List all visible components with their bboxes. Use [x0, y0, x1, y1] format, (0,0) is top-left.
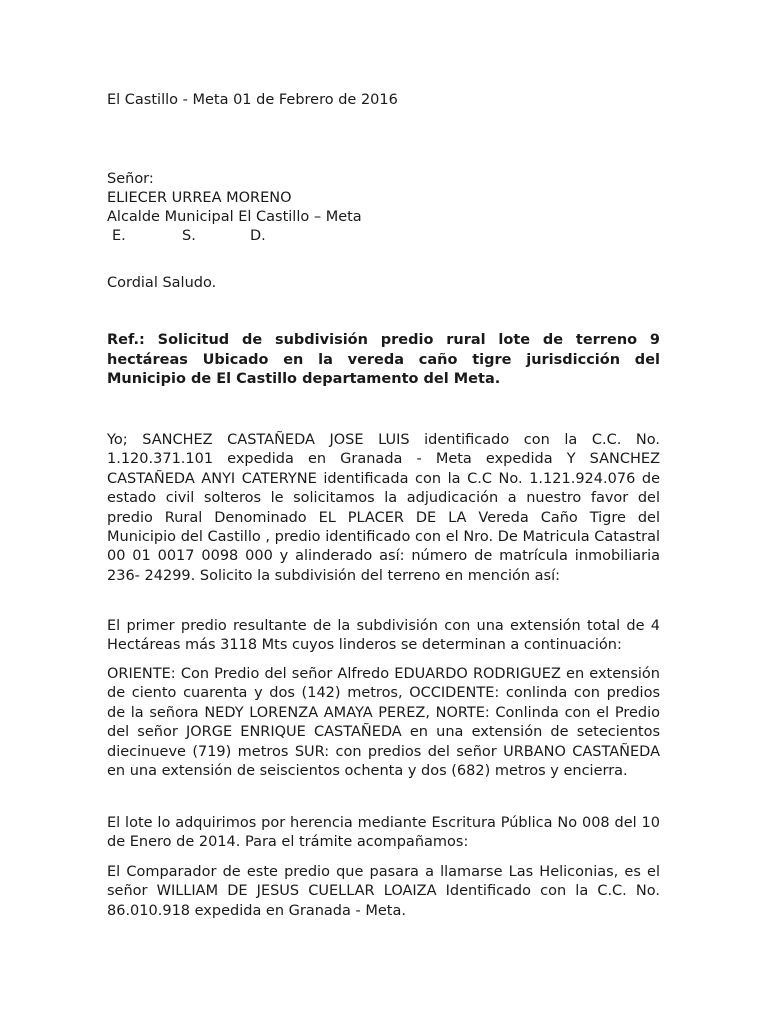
esd-d: D. — [250, 228, 266, 244]
body-paragraph-1: Yo; SANCHEZ CASTAÑEDA JOSE LUIS identificado con la C.C. No. 1.120.371.101 expedida en Granada - Meta expedida Y SANCHEZ CASTAÑEDA ANYI CATERYNE identificada con la C.C No. 1.121.924.076 de estado civil solteros le solicitamos la adjudicación a nuestro favor del predio Rural Denominado EL PLACER DE LA Vereda Caño Tigre del Municipio del Castillo , predio identificado con el Nro. De Matricula Catastral 00 01 0017 0098 000 y alinderado así: número de matrícula inmobiliaria 236- 24299. Solicito la subdivisión del terreno en mención así: — [107, 432, 660, 584]
greeting: Cordial Saludo. — [107, 275, 217, 291]
body-paragraph-5: El Comparador de este predio que pasara a llamarse Las Heliconias, es el señor WILLIAM DE JESUS CUELLAR LOAIZA Identificado con la C.C. No. 86.010.918 expedida en Granada - Meta. — [107, 864, 660, 919]
date-line: El Castillo - Meta 01 de Febrero de 2016 — [107, 92, 398, 108]
esd-abbreviation — [112, 227, 266, 246]
esd-s: S. — [182, 228, 196, 244]
recipient-name: ELIECER URREA MORENO — [107, 190, 292, 206]
recipient-salutation: Señor: — [107, 171, 154, 187]
recipient-title: Alcalde Municipal El Castillo – Meta — [107, 209, 362, 225]
body-paragraph-4: El lote lo adquirimos por herencia mediante Escritura Pública No 008 del 10 de Enero de 2014. Para el trámite acompañamos: — [107, 815, 660, 851]
esd-e: E. — [112, 228, 126, 244]
body-paragraph-2: El primer predio resultante de la subdivisión con una extensión total de 4 Hectáreas más 3118 Mts cuyos linderos se determinan a continuación: — [107, 618, 660, 654]
reference-subject: Ref.: Solicitud de subdivisión predio rural lote de terreno 9 hectáreas Ubicado en la vereda caño tigre jurisdicción del Municipio de El Castillo departamento del Meta. — [107, 332, 660, 388]
body-paragraph-3: ORIENTE: Con Predio del señor Alfredo EDUARDO RODRIGUEZ en extensión de ciento cuarenta y dos (142) metros, OCCIDENTE: conlinda con predios de la señora NEDY LORENZA AMAYA PEREZ, NORTE: Conlinda con el Predio del señor JORGE ENRIQUE CASTAÑEDA en una extensión de setecientos diecinueve (719) metros SUR: con predios del señor URBANO CASTAÑEDA en una extensión de seiscientos ochenta y dos (682) metros y encierra. — [107, 666, 660, 780]
